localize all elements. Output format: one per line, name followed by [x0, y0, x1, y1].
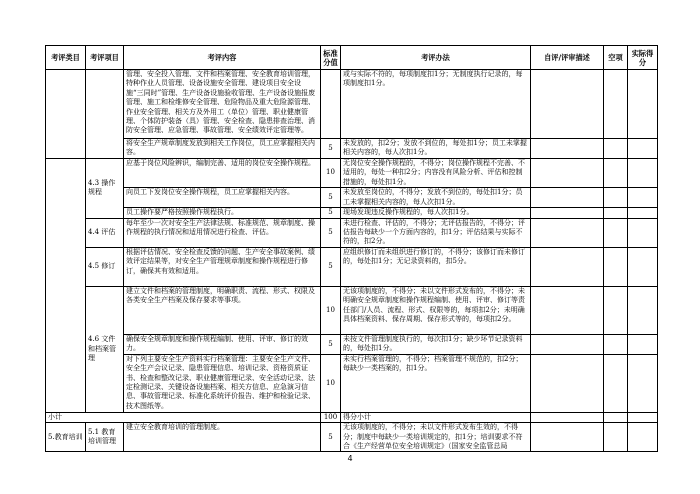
- score-cell: 5: [321, 208, 341, 218]
- actual-cell: [628, 188, 658, 208]
- self-desc-cell: [531, 247, 604, 286]
- table-row: [46, 159, 658, 188]
- method-cell: 应组织修订而未组织进行修订的，不得分；该修订而未修订的，每处扣1分；无记录资料的，扣5分。: [341, 247, 531, 286]
- content-cell: 将安全生产规章制度发放到相关工作岗位，员工应掌握相关内容。: [124, 139, 321, 159]
- blank-cell: [604, 286, 628, 334]
- actual-cell: [628, 70, 658, 139]
- method-cell: 现场发现违反操作规程的，每人次扣1分。: [341, 208, 531, 218]
- method-cell: 未按文件管理制度执行的，每次扣1分；缺少环节记录资料的，每处扣1分。: [341, 334, 531, 354]
- self-desc-cell: [531, 139, 604, 159]
- method-cell: 或与实际不符的，每项制度扣1分；无制度执行记录的，每项制度扣1分。: [341, 70, 531, 139]
- actual-cell: [628, 354, 658, 412]
- blank-cell: [604, 188, 628, 208]
- item-cell: 5.1 教育培训管理: [86, 423, 124, 452]
- actual-cell: [628, 218, 658, 247]
- table-row: [46, 188, 658, 208]
- page-number: 4: [347, 454, 353, 463]
- score-cell: [321, 70, 341, 139]
- table-row: [46, 334, 658, 354]
- self-desc-cell: [531, 354, 604, 412]
- subtotal-label: 小计: [46, 412, 321, 422]
- content-cell: 对下列主要安全生产资料实行档案管理：主要安全生产文件、安全生产会议记录、隐患管理信息、培训记录、资格资质证书、检查和整改记录、职业健康管理记录、安全活动记录、法定检测记录、关键设备设施档案、相关方信息、应急演习信息、事故管理记录、标准化系统评价报告、维护和检验记录、技术图纸等。: [124, 354, 321, 412]
- header-category: 考评类目: [46, 46, 86, 70]
- actual-cell: [628, 208, 658, 218]
- content-cell: 员工操作要严格按照操作规程执行。: [124, 208, 321, 218]
- content-cell: 管理、安全投入管理、文件和档案管理、安全教育培训管理，特种作业人员管理、设备设施安全管理、建设项目安全设施“三同时”管理、生产设备设施验收管理、生产设备设施报废管理、施工和检维修安全管理、危险物品及重大危险源管理、作业安全管理、相关方及外用工（单位）管理、职业健康管理、个体防护装备（具）管理、安全检查、隐患排查治理、消防安全管理、应急管理、事故管理、安全绩效评定管理等。: [124, 70, 321, 139]
- header-blank: 空项: [604, 46, 628, 70]
- table-row: [46, 354, 658, 412]
- blank-cell: [604, 412, 628, 422]
- actual-cell: [628, 247, 658, 286]
- evaluation-table: [45, 45, 658, 452]
- subtotal-row: [46, 412, 658, 422]
- actual-cell: [628, 139, 658, 159]
- category-cell: [46, 70, 86, 159]
- method-cell: 未进行检查、评估的，不得分；无评估报告的，不得分；评估报告每缺少一个方面内容的，扣1分；评估结果与实际不符的，扣2分。: [341, 218, 531, 247]
- table-row: [46, 208, 658, 218]
- self-desc-cell: [531, 286, 604, 334]
- table-header: [46, 46, 658, 70]
- score-cell: 5: [321, 247, 341, 286]
- self-desc-cell: [531, 159, 604, 188]
- content-cell: 应基于岗位风险辨识，编制完善、适用的岗位安全操作规程。: [124, 159, 321, 188]
- score-cell: 5: [321, 188, 341, 208]
- method-cell: 未发放的，扣2分；发放不到位的，每处扣1分；员工未掌握相关内容的，每人次扣1分。: [341, 139, 531, 159]
- self-desc-cell: [531, 208, 604, 218]
- table-row: [46, 247, 658, 286]
- item-cell: 4.3 操作规程: [86, 159, 124, 219]
- method-cell: 未发放至岗位的，不得分；发放不到位的，每处扣1分；员工未掌握相关内容的，每人次扣1分。: [341, 188, 531, 208]
- method-cell: 未实行档案管理的，不得分；档案管理不规范的，扣2分；每缺少一类档案的，扣1分。: [341, 354, 531, 412]
- content-cell: 建立安全教育培训的管理制度。: [124, 423, 321, 452]
- header-actual: 实际得分: [628, 46, 658, 70]
- score-cell: 5: [321, 218, 341, 247]
- actual-cell: [628, 286, 658, 334]
- self-desc-cell: [531, 218, 604, 247]
- method-cell: 无该项制度的，不得分；未以文件形式发布生效的，不得分；制度中每缺少一类培训规定的，扣1分；培训要求不符合《生产经营单位安全培训规定》（国家安全监管总局: [341, 423, 531, 452]
- score-cell: 10: [321, 286, 341, 334]
- subtotal-score: 100: [321, 412, 341, 422]
- header-method: 考评办法: [341, 46, 531, 70]
- blank-cell: [604, 334, 628, 354]
- blank-cell: [604, 159, 628, 188]
- actual-cell: [628, 334, 658, 354]
- self-desc-cell: [531, 423, 604, 452]
- actual-cell: [628, 159, 658, 188]
- score-cell: 5: [321, 334, 341, 354]
- content-cell: 向员工下发岗位安全操作规程，员工应掌握相关内容。: [124, 188, 321, 208]
- score-cell: 5: [321, 139, 341, 159]
- item-cell: 4.4 评估: [86, 218, 124, 247]
- score-cell: 10: [321, 159, 341, 188]
- content-cell: 建立文件和档案的管理制度，明确职责、流程、形式、权限及各类安全生产档案及保存要求等事项。: [124, 286, 321, 334]
- method-cell: 无岗位安全操作规程的，不得分；岗位操作规程不完善、不适用的，每处一种扣2分；内容没有风险分析、评估和控制措施的，每处扣1分。: [341, 159, 531, 188]
- content-cell: 根据评估情况、安全检查反馈的问题、生产安全事故案例、绩效评定结果等，对安全生产管理规章制度和操作规程进行修订，确保其有效和适用。: [124, 247, 321, 286]
- table-row: [46, 423, 658, 452]
- blank-cell: [604, 139, 628, 159]
- item-cell: [86, 70, 124, 159]
- table-row: [46, 70, 658, 139]
- header-item: 考评项目: [86, 46, 124, 70]
- score-cell: 5: [321, 423, 341, 452]
- table-row: [46, 139, 658, 159]
- blank-cell: [604, 247, 628, 286]
- category-cell: [46, 159, 86, 413]
- item-cell: 4.5 修订: [86, 247, 124, 286]
- blank-cell: [604, 218, 628, 247]
- content-cell: 每年至少一次对安全生产法律法规、标准规范、规章制度、操作规程的执行情况和适用情况进行检查、评估。: [124, 218, 321, 247]
- score-cell: 10: [321, 354, 341, 412]
- self-desc-cell: [531, 70, 604, 139]
- blank-cell: [604, 354, 628, 412]
- method-cell: 无该项制度的，不得分；未以文件形式发布的，不得分；未明确安全规章制度和操作规程编制、使用、评审、修订等责任部门/人员、流程、形式、权限等的，每项扣2分；未明确具体档案资料、保存周期、保存形式等的，每项扣2分。: [341, 286, 531, 334]
- category-cell: 5.教育培训: [46, 423, 86, 452]
- blank-cell: [604, 208, 628, 218]
- header-score: 标准分值: [321, 46, 341, 70]
- actual-cell: [628, 412, 658, 422]
- blank-cell: [604, 423, 628, 452]
- self-desc-cell: [531, 188, 604, 208]
- header-self-desc: 自评/评审描述: [531, 46, 604, 70]
- table-row: [46, 286, 658, 334]
- self-desc-cell: [531, 412, 604, 422]
- actual-cell: [628, 423, 658, 452]
- blank-cell: [604, 70, 628, 139]
- content-cell: 确保安全规章制度和操作规程编制、使用、评审、修订的效力。: [124, 334, 321, 354]
- subtotal-method: 得分小计: [341, 412, 531, 422]
- header-content: 考评内容: [124, 46, 321, 70]
- self-desc-cell: [531, 334, 604, 354]
- item-cell: 4.6 文件和档案管理: [86, 286, 124, 412]
- table-row: [46, 218, 658, 247]
